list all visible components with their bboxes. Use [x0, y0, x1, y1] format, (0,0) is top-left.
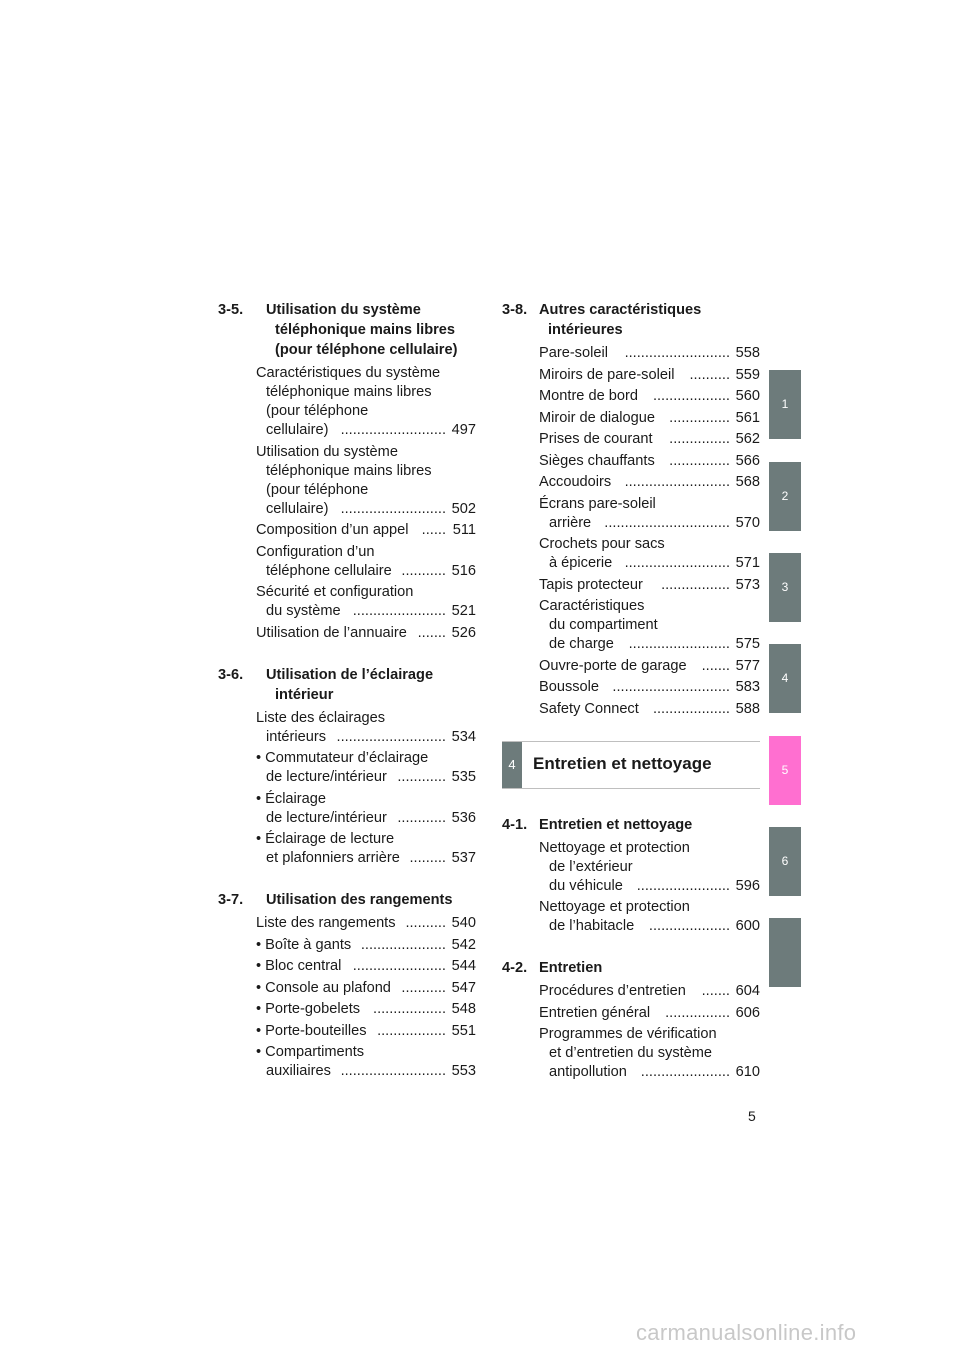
section-title: Utilisation du système téléphonique mains libres (pour téléphone cellulaire): [266, 302, 458, 358]
toc-entry[interactable]: • Éclairage de lecture et plafonniers arrière ......... 537: [256, 831, 476, 866]
entry-page: 547: [449, 979, 476, 998]
entry-page: 502: [449, 500, 476, 519]
section-heading: [218, 300, 476, 360]
chapter-tab-1[interactable]: 1: [769, 370, 801, 439]
section-number: 4-1.: [502, 816, 528, 833]
chapter-number: 4: [502, 742, 522, 788]
toc-entry[interactable]: Nettoyage et protection de l’habitacle .................... 600: [539, 899, 760, 934]
toc-entry[interactable]: Safety Connect ................... 588: [539, 700, 760, 717]
entry-page: 497: [449, 421, 476, 440]
section-heading: [218, 890, 476, 910]
entry-text: Composition d’un appel: [256, 522, 409, 538]
entry-text: Boussole: [539, 679, 600, 695]
entry-page: 562: [733, 430, 760, 449]
section-number: 3-7.: [218, 892, 244, 908]
entry-text: Liste des rangements: [256, 915, 396, 931]
toc-entry[interactable]: Prises de courant ............... 562: [539, 431, 760, 447]
entry-list: [502, 344, 760, 719]
entry-list: [502, 982, 760, 1082]
entry-text: Tapis protecteur: [539, 576, 643, 593]
toc-entry[interactable]: • Console au plafond ........... 547: [256, 979, 476, 996]
section-title: Utilisation de l’éclairage intérieur: [266, 666, 434, 703]
toc-entry[interactable]: Utilisation du système téléphonique mains libres (pour téléphone cellulaire) .......................... 502: [256, 443, 476, 517]
entry-text: • Compartiments auxiliaires: [256, 1044, 365, 1079]
entry-page: 535: [449, 768, 476, 787]
toc-entry[interactable]: • Éclairage de lecture/intérieur ............ 536: [256, 790, 476, 826]
entry-text: Liste des éclairages intérieurs: [256, 709, 385, 745]
toc-entry[interactable]: Liste des éclairages intérieurs ........................... 534: [256, 709, 476, 745]
entry-text: Nettoyage et protection de l’habitacle: [539, 899, 690, 934]
chapter-header: [502, 741, 760, 789]
entry-page: 534: [449, 728, 476, 747]
section-title: Entretien: [539, 960, 603, 976]
section-3-8: [502, 300, 760, 719]
right-column: [502, 300, 760, 1094]
entry-list: [218, 914, 476, 1081]
section-heading: [218, 665, 476, 705]
entry-list: [502, 839, 760, 937]
entry-text: Sièges chauffants: [539, 452, 655, 469]
section-title: Utilisation des rangements: [266, 892, 453, 908]
toc-entry[interactable]: Accoudoirs .......................... 568: [539, 474, 760, 490]
entry-text: Utilisation du système téléphonique mains libres (pour téléphone cellulaire): [256, 443, 432, 517]
toc-entry[interactable]: Pare-soleil .......................... 558: [539, 345, 760, 361]
entry-page: 596: [733, 877, 760, 896]
entry-text: • Éclairage de lecture et plafonniers arrière: [256, 831, 400, 866]
entry-text: Accoudoirs: [539, 474, 612, 490]
entry-text: • Éclairage de lecture/intérieur: [256, 790, 387, 826]
toc-entry[interactable]: Programmes de vérification et d’entretien du système antipollution ...................... 610: [539, 1026, 760, 1080]
toc-entry[interactable]: Liste des rangements .......... 540: [256, 915, 476, 931]
section-3-7: [218, 890, 476, 1081]
section-number: 4-2.: [502, 960, 528, 976]
section-number: 3-6.: [218, 666, 244, 683]
chapter-tab-7[interactable]: [769, 918, 801, 987]
entry-text: Miroirs de pare-soleil: [539, 366, 675, 383]
entry-text: Écrans pare-soleil arrière: [539, 495, 656, 531]
chapter-title: Entretien et nettoyage: [533, 753, 712, 773]
entry-text: Crochets pour sacs à épicerie: [539, 536, 665, 571]
entry-text: • Console au plafond: [256, 979, 391, 996]
toc-entry[interactable]: Configuration d’un téléphone cellulaire ........... 516: [256, 543, 476, 579]
entry-text: • Commutateur d’éclairage de lecture/intérieur: [256, 750, 429, 785]
section-heading: [502, 815, 760, 835]
section-heading: [502, 958, 760, 978]
section-4-2: [502, 958, 760, 1082]
toc-entry[interactable]: • Boîte à gants ..................... 542: [256, 936, 476, 953]
toc-entry[interactable]: • Commutateur d’éclairage de lecture/intérieur ............ 535: [256, 750, 476, 785]
entry-page: 521: [449, 602, 476, 621]
entry-page: 526: [449, 624, 476, 643]
entry-page: 516: [449, 562, 476, 581]
section-3-6: [218, 665, 476, 869]
section-title: Autres caractéristiques intérieures: [539, 302, 702, 338]
entry-page: 559: [733, 366, 760, 385]
entry-list: [218, 364, 476, 643]
chapter-tab-2[interactable]: 2: [769, 462, 801, 531]
entry-text: Prises de courant: [539, 431, 653, 447]
section-title: Entretien et nettoyage: [539, 816, 693, 833]
toc-entry[interactable]: Miroirs de pare-soleil .......... 559: [539, 366, 760, 383]
toc-entry[interactable]: • Porte-gobelets .................. 548: [256, 1001, 476, 1017]
toc-entry[interactable]: • Porte-bouteilles ................. 551: [256, 1022, 476, 1039]
entry-page: 558: [733, 344, 760, 363]
toc-entry[interactable]: Composition d’un appel ...... 511: [256, 522, 476, 538]
entry-page: 573: [733, 576, 760, 595]
entry-page: 571: [733, 554, 760, 573]
entry-page: 588: [733, 700, 760, 719]
toc-entry[interactable]: Ouvre-porte de garage ....... 577: [539, 657, 760, 674]
entry-list: [218, 709, 476, 869]
entry-page: 551: [449, 1022, 476, 1041]
entry-text: Utilisation de l’annuaire: [256, 624, 407, 641]
entry-page: 537: [449, 849, 476, 868]
toc-entry[interactable]: Tapis protecteur ................. 573: [539, 576, 760, 593]
toc-entry[interactable]: Crochets pour sacs à épicerie .......................... 571: [539, 536, 760, 571]
section-heading: [502, 300, 760, 340]
toc-entry[interactable]: Sécurité et configuration du système ....................... 521: [256, 584, 476, 619]
toc-entry[interactable]: Procédures d’entretien ....... 604: [539, 983, 760, 999]
entry-page: 606: [733, 1004, 760, 1023]
toc-entry[interactable]: Écrans pare-soleil arrière ............................... 570: [539, 495, 760, 531]
entry-page: 583: [733, 678, 760, 697]
entry-text: Caractéristiques du système téléphonique mains libres (pour téléphone cellulaire): [256, 365, 441, 438]
watermark: carmanualsonline.info: [636, 1320, 857, 1345]
toc-entry[interactable]: Montre de bord ................... 560: [539, 388, 760, 404]
entry-page: 570: [733, 514, 760, 533]
entry-page: 548: [449, 1000, 476, 1019]
toc-entry[interactable]: Boussole ............................. 583: [539, 679, 760, 695]
entry-page: 566: [733, 452, 760, 471]
entry-page: 553: [449, 1062, 476, 1081]
chapter-tab-3[interactable]: 3: [769, 553, 801, 622]
entry-text: Nettoyage et protection de l’extérieur du véhicule: [539, 839, 690, 894]
entry-page: 560: [733, 387, 760, 406]
section-number: 3-5.: [218, 302, 244, 318]
toc-entry[interactable]: Entretien général ................ 606: [539, 1004, 760, 1021]
entry-page: 561: [733, 409, 760, 428]
chapter-tab-6[interactable]: 6: [769, 827, 801, 896]
entry-text: Procédures d’entretien: [539, 983, 686, 999]
entry-page: 575: [733, 635, 760, 654]
left-column: [218, 300, 476, 1093]
toc-entry[interactable]: Sièges chauffants ............... 566: [539, 452, 760, 469]
entry-page: 542: [449, 936, 476, 955]
toc-entry[interactable]: • Bloc central ....................... 544: [256, 958, 476, 974]
section-number: 3-8.: [502, 302, 528, 318]
entry-page: 577: [733, 657, 760, 676]
entry-page: 511: [450, 521, 476, 540]
toc-entry[interactable]: Caractéristiques du système téléphonique mains libres (pour téléphone cellulaire) .......................... 497: [256, 365, 476, 438]
page-number: 5: [748, 1108, 756, 1124]
entry-text: Programmes de vérification et d’entretien du système antipollution: [539, 1026, 717, 1080]
entry-text: Montre de bord: [539, 388, 638, 404]
entry-text: Safety Connect: [539, 700, 639, 717]
entry-text: Pare-soleil: [539, 345, 608, 361]
chapter-tab-5[interactable]: 5: [769, 736, 801, 805]
entry-text: • Bloc central: [256, 958, 342, 974]
section-4-1: [502, 815, 760, 937]
toc-entry[interactable]: Miroir de dialogue ............... 561: [539, 409, 760, 426]
entry-text: Sécurité et configuration du système: [256, 584, 414, 619]
entry-text: Configuration d’un téléphone cellulaire: [256, 543, 392, 579]
toc-entry[interactable]: • Compartiments auxiliaires .......................... 553: [256, 1044, 476, 1079]
section-3-5: [218, 300, 476, 643]
entry-page: 610: [733, 1063, 760, 1082]
entry-page: 536: [449, 809, 476, 828]
entry-text: Ouvre-porte de garage: [539, 657, 687, 674]
entry-page: 600: [733, 917, 760, 936]
toc-entry[interactable]: Nettoyage et protection de l’extérieur du véhicule ....................... 596: [539, 839, 760, 894]
entry-text: • Porte-gobelets: [256, 1001, 361, 1017]
entry-text: • Boîte à gants: [256, 936, 352, 953]
entry-page: 540: [449, 914, 476, 933]
entry-page: 604: [733, 982, 760, 1001]
chapter-tab-4[interactable]: 4: [769, 644, 801, 713]
entry-page: 544: [449, 957, 476, 976]
entry-text: • Porte-bouteilles: [256, 1022, 367, 1039]
entry-page: 568: [733, 473, 760, 492]
entry-text: Caractéristiques du compartiment de charge: [539, 598, 658, 652]
toc-entry[interactable]: Utilisation de l’annuaire ....... 526: [256, 624, 476, 641]
entry-text: Miroir de dialogue: [539, 409, 656, 426]
toc-entry[interactable]: Caractéristiques du compartiment de charge ......................... 575: [539, 598, 760, 652]
entry-text: Entretien général: [539, 1004, 651, 1021]
